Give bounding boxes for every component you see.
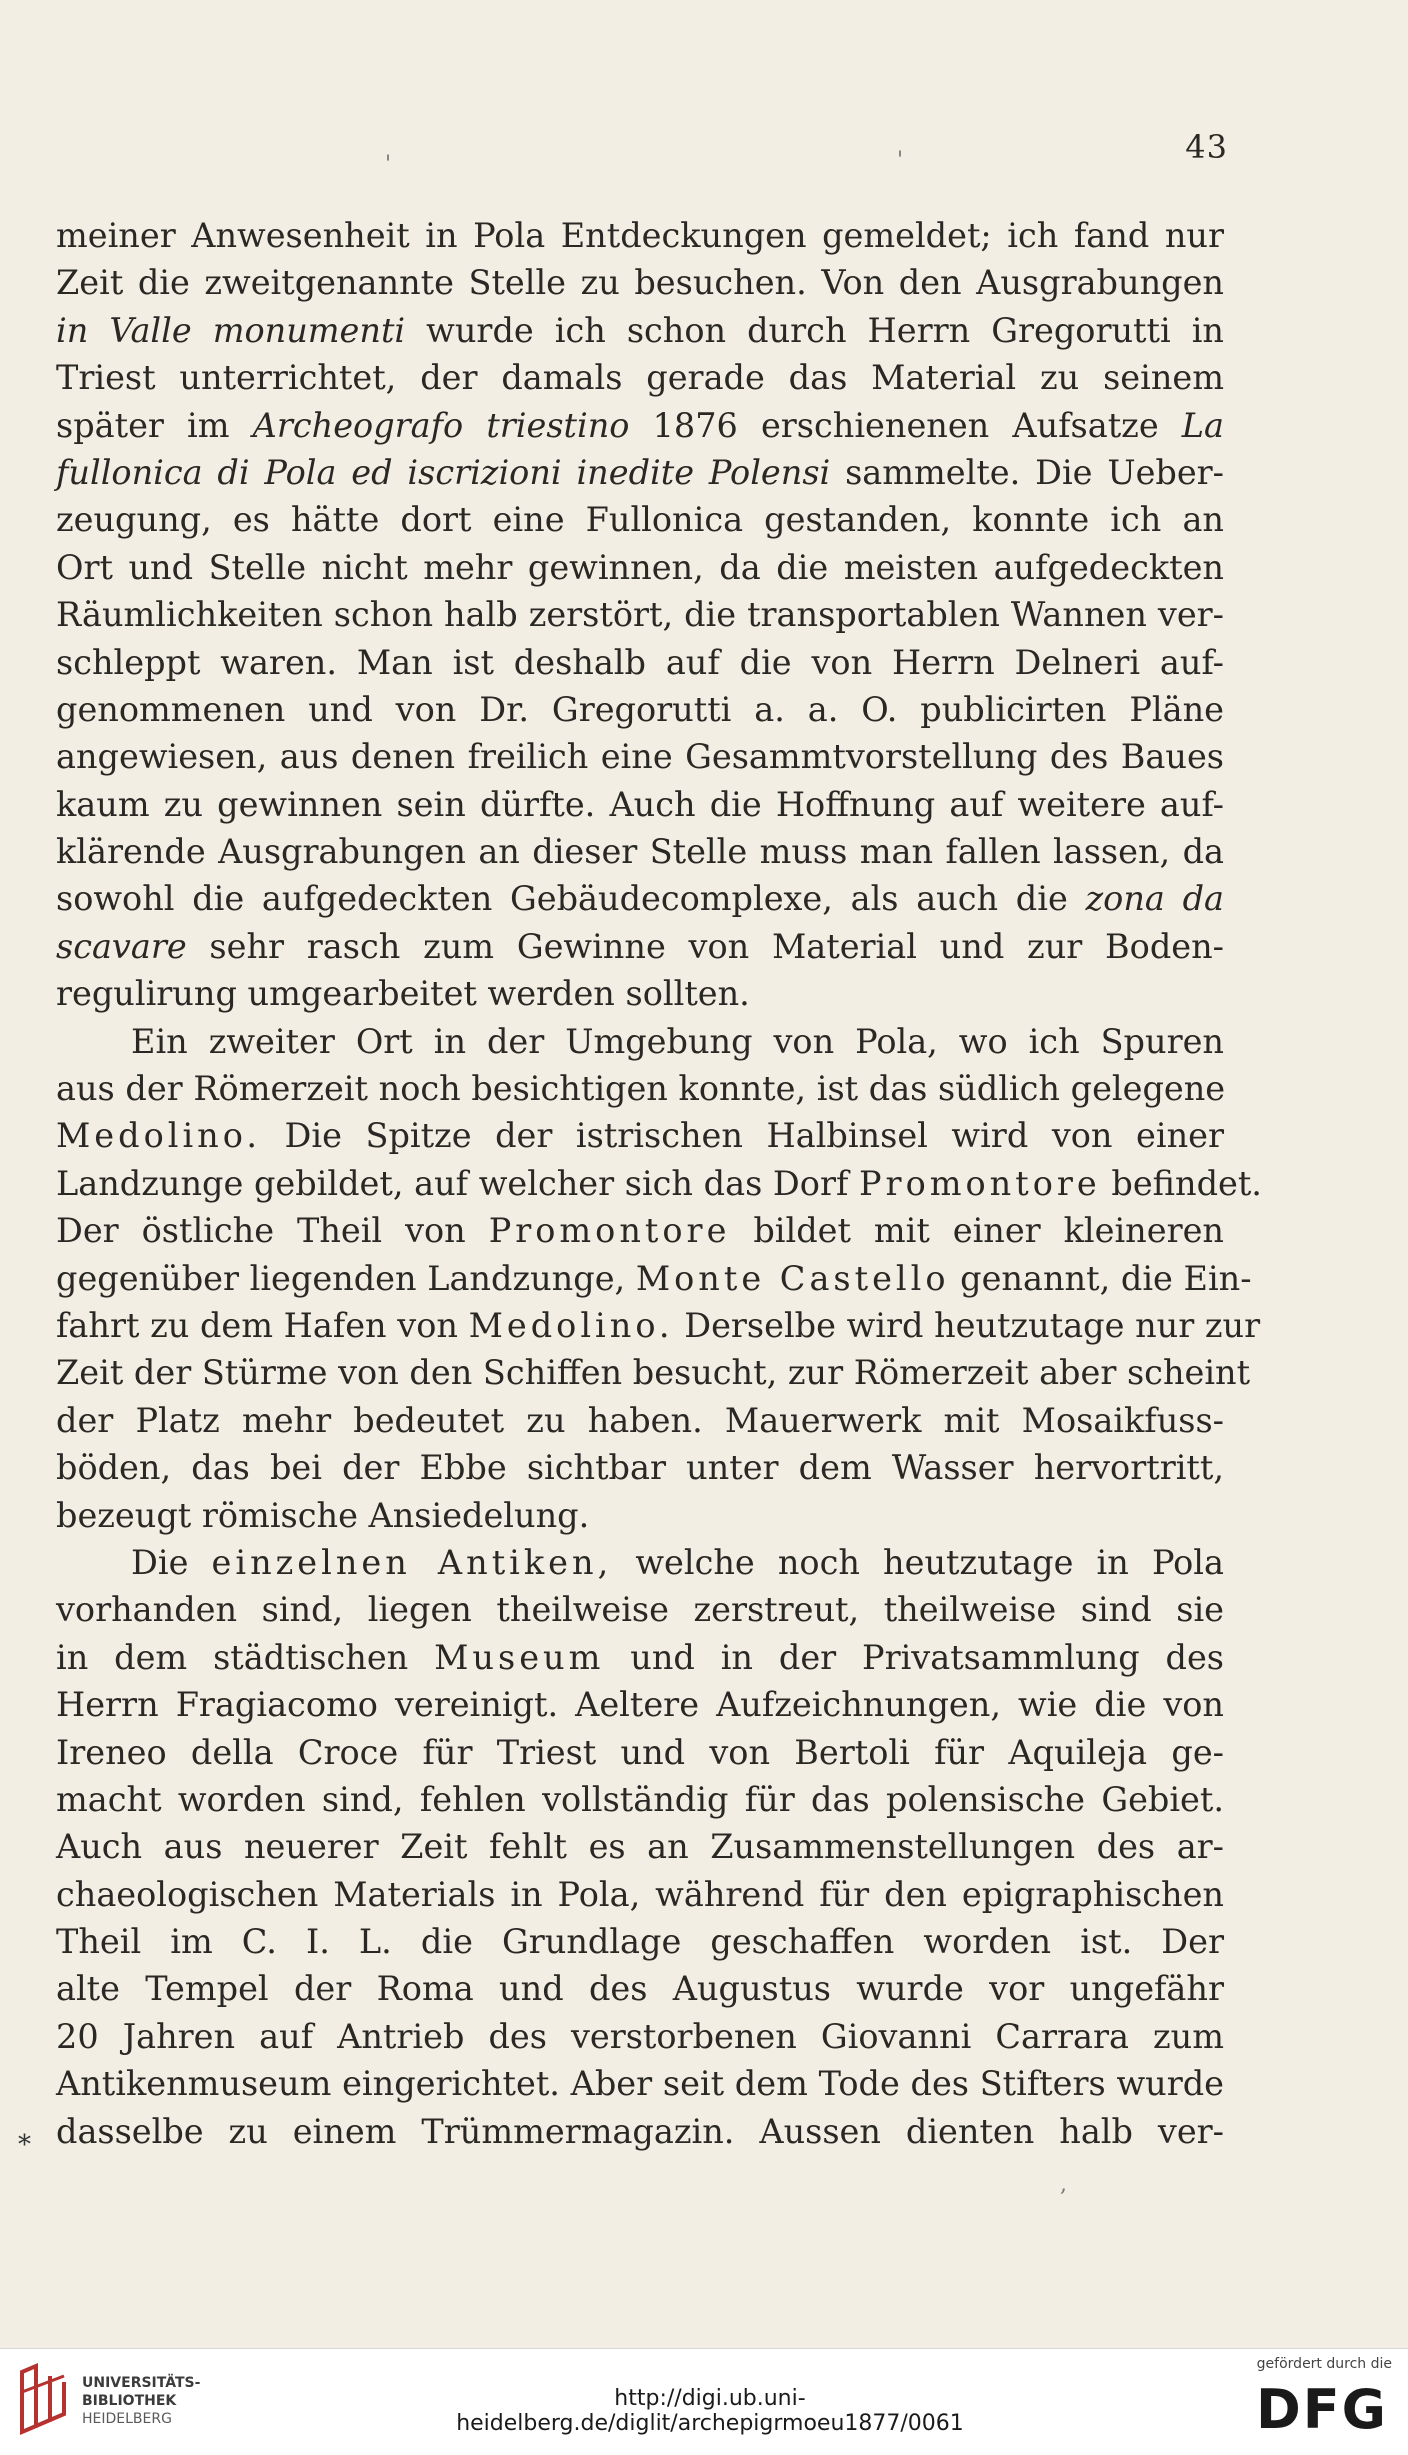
text-line: Räumlichkeiten schon halb zerstört, die transportablen Wannen ver-: [56, 595, 1224, 635]
dfg-logo-icon[interactable]: [1252, 2376, 1392, 2441]
scan-speck: ': [897, 148, 904, 173]
text-line: genommenen und von Dr. Gregorutti a. a. O. publicirten Pläne: [56, 689, 1224, 729]
text-line: schleppt waren. Man ist deshalb auf die von Herrn Delneri auf-: [56, 642, 1224, 682]
dfg-logo-text: DFG: [1255, 2378, 1389, 2441]
margin-asterisk: *: [18, 2130, 31, 2160]
text-line: Ireneo della Croce für Triest und von Bertoli für Aquileja ge-: [56, 1732, 1224, 1772]
text-line: alte Tempel der Roma und des Augustus wurde vor ungefähr: [56, 1969, 1224, 2009]
text-line: Ein zweiter Ort in der Umgebung von Pola, wo ich Spuren: [131, 1021, 1224, 1061]
text-line: kaum zu gewinnen sein dürfte. Auch die Hoffnung auf weitere auf-: [56, 784, 1224, 824]
text-line: fullonica di Pola ed iscrizioni inedite Polensi sammelte. Die Ueber-: [56, 452, 1224, 492]
italic-term: fullonica di Pola ed iscrizioni inedite Polensi: [56, 452, 831, 492]
library-name-line: BIBLIOTHEK: [82, 2393, 177, 2409]
text-line: Zeit die zweitgenannte Stelle zu besuchen. Von den Ausgrabungen: [56, 263, 1224, 303]
university-library-logo-icon[interactable]: [14, 2362, 74, 2438]
italic-term: scavare: [56, 926, 187, 966]
text-line: fahrt zu dem Hafen von Medolino. Derselbe wird heutzutage nur zur: [56, 1305, 1261, 1345]
text-line: Theil im C. I. L. die Grundlage geschaffen worden ist. Der: [56, 1922, 1224, 1962]
text-line: klärende Ausgrabungen an dieser Stelle muss man fallen lassen, da: [56, 832, 1224, 872]
text-line: Ort und Stelle nicht mehr gewinnen, da die meisten aufgedeckten: [56, 547, 1224, 587]
italic-term: zona da: [1085, 879, 1224, 919]
text-line: regulirung umgearbeitet werden sollten.: [56, 974, 750, 1014]
text-line: sowohl die aufgedeckten Gebäudecomplexe, als auch die zona da: [56, 879, 1224, 919]
page-number: 43: [1185, 128, 1228, 166]
text-line: dasselbe zu einem Trümmermagazin. Aussen dienten halb ver-: [56, 2111, 1224, 2151]
text-line: böden, das bei der Ebbe sichtbar unter dem Wasser hervortritt,: [56, 1448, 1224, 1488]
funding-caption: gefördert durch die: [1256, 2356, 1392, 2372]
scan-speck: ,: [1060, 2172, 1067, 2197]
italic-term: Archeografo triestino: [252, 405, 630, 445]
text-line: gegenüber liegenden Landzunge, Monte Castello genannt, die Ein-: [56, 1258, 1252, 1298]
text-line: angewiesen, aus denen freilich eine Gesammtvorstellung des Baues: [56, 737, 1224, 777]
text-line: macht worden sind, fehlen vollständig für das polensische Gebiet.: [56, 1779, 1224, 1819]
text-line: Antikenmuseum eingerichtet. Aber seit dem Tode des Stifters wurde: [56, 2064, 1224, 2104]
text-line: in dem städtischen Museum und in der Privatsammlung des: [56, 1637, 1224, 1677]
scan-speck: ': [385, 152, 392, 177]
text-line: vorhanden sind, liegen theilweise zerstreut, theilweise sind sie: [56, 1590, 1224, 1630]
text-line: Herrn Fragiacomo vereinigt. Aeltere Aufzeichnungen, wie die von: [56, 1685, 1224, 1725]
text-line: 20 Jahren auf Antrieb des verstorbenen Giovanni Carrara zum: [56, 2016, 1224, 2056]
text-line: Der östliche Theil von Promontore bildet mit einer kleineren: [56, 1211, 1224, 1251]
text-line: Triest unterrichtet, der damals gerade das Material zu seinem: [56, 358, 1224, 398]
text-line: Landzunge gebildet, auf welcher sich das Dorf Promontore befindet.: [56, 1163, 1262, 1203]
italic-term: in Valle monumenti: [56, 310, 406, 350]
text-line: Medolino. Die Spitze der istrischen Halbinsel wird von einer: [56, 1116, 1224, 1156]
library-name-line: UNIVERSITÄTS-: [82, 2375, 201, 2391]
spaced-term: einzelnen Antiken,: [211, 1542, 613, 1582]
text-line: aus der Römerzeit noch besichtigen konnte, ist das südlich gelegene: [56, 1069, 1226, 1109]
text-line: bezeugt römische Ansiedelung.: [56, 1495, 590, 1535]
text-line: Die einzelnen Antiken, welche noch heutzutage in Pola: [131, 1542, 1224, 1582]
spaced-term: Medolino.: [56, 1116, 261, 1156]
text-line: der Platz mehr bedeutet zu haben. Mauerwerk mit Mosaikfuss-: [56, 1400, 1224, 1440]
spaced-term: Promontore: [488, 1211, 731, 1251]
text-line: in Valle monumenti wurde ich schon durch Herrn Gregorutti in: [56, 310, 1224, 350]
spaced-term: Promontore: [859, 1163, 1101, 1203]
italic-term: La: [1181, 405, 1225, 445]
spaced-term: Museum: [434, 1637, 605, 1677]
text-line: meiner Anwesenheit in Pola Entdeckungen gemeldet; ich fand nur: [56, 216, 1224, 255]
text-line: scavare sehr rasch zum Gewinne von Material und zur Boden-: [56, 926, 1224, 966]
library-name-line: HEIDELBERG: [82, 2411, 172, 2427]
text-line: Zeit der Stürme von den Schiffen besucht, zur Römerzeit aber scheint: [56, 1353, 1251, 1393]
university-library-name: [82, 2374, 200, 2428]
body-text: [56, 212, 1262, 2155]
text-line: zeugung, es hätte dort eine Fullonica gestanden, konnte ich an: [56, 500, 1224, 540]
spaced-term: Monte Castello: [635, 1258, 950, 1298]
text-line: chaeologischen Materials in Pola, während für den epigraphischen: [56, 1874, 1224, 1914]
text-line: Auch aus neuerer Zeit fehlt es an Zusammenstellungen des ar-: [56, 1827, 1224, 1867]
spaced-term: Medolino.: [468, 1305, 674, 1345]
text-line: später im Archeografo triestino 1876 erschienenen Aufsatze La: [56, 405, 1225, 445]
permalink-url[interactable]: http://digi.ub.uni-heidelberg.de/diglit/archepigrmoeu1877/0061: [456, 2386, 964, 2436]
